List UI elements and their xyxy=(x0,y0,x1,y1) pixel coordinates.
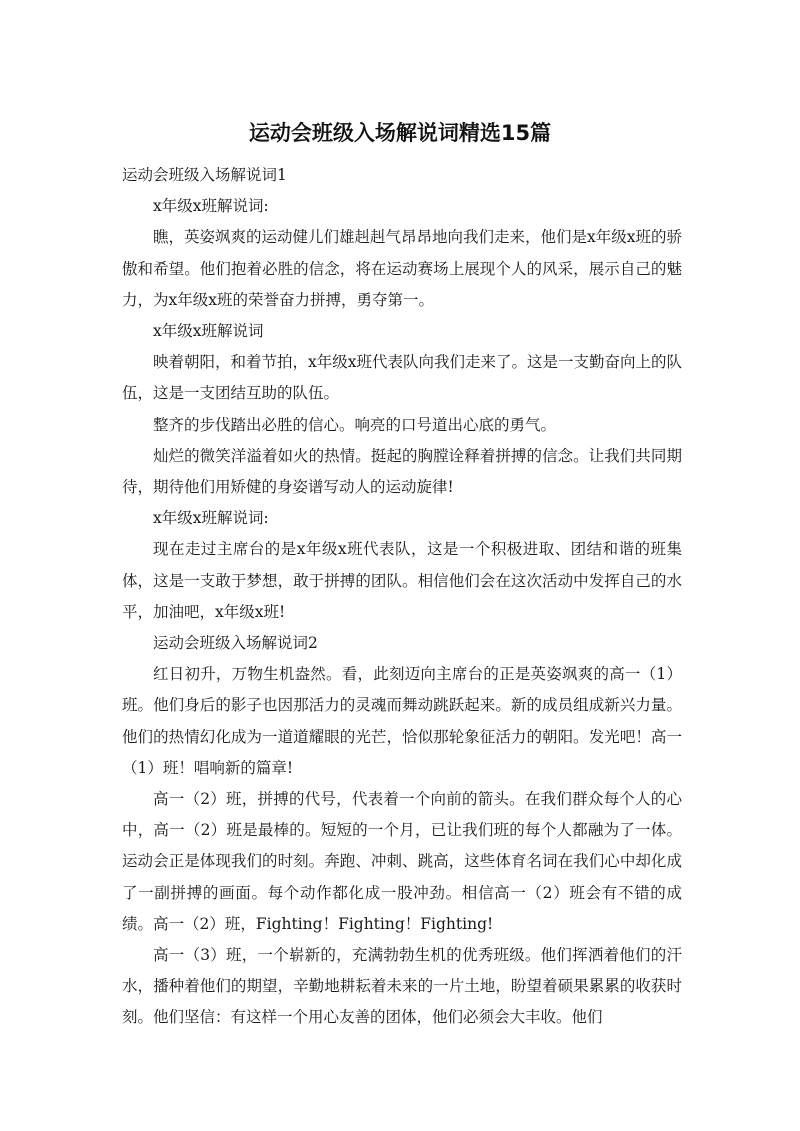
paragraph: x年级x班解说词: xyxy=(153,197,269,216)
document-title: 运动会班级入场解说词精选15篇 xyxy=(248,121,552,145)
paragraph: x年级x班解说词: xyxy=(153,509,269,528)
paragraph: 瞧，英姿飒爽的运动健儿们雄赳赳气昂昂地向我们走来，他们是x年级x班的骄傲和希望。他们抱着必胜的信念，将在运动赛场上展现个人的风采，展示自己的魅力，为x年级x班的荣誉奋力拼搏，勇夺第一。 xyxy=(122,228,682,309)
section-heading-1: 运动会班级入场解说词1 xyxy=(122,166,287,184)
document-body xyxy=(122,160,682,1034)
paragraph: 整齐的步伐踏出必胜的信心。响亮的口号道出心底的勇气。 xyxy=(153,415,557,434)
section-heading-2: 运动会班级入场解说词2 xyxy=(153,634,318,653)
paragraph: 高一（2）班，拼搏的代号，代表着一个向前的箭头。在我们群众每个人的心中，高一（2）班是最棒的。短短的一个月，已让我们班的每个人都融为了一体。运动会正是体现我们的时刻。奔跑、冲刺、跳高，这些体育名词在我们心中却化成了一副拼搏的画面。每个动作都化成一股冲劲。相信高一（2）班会有不错的成绩。高一（2）班，Fighting！Fighting！Fighting! xyxy=(122,790,682,933)
paragraph: 灿烂的微笑洋溢着如火的热情。挺起的胸膛诠释着拼搏的信念。让我们共同期待，期待他们用矫健的身姿谱写动人的运动旋律! xyxy=(122,446,682,497)
paragraph: 映着朝阳，和着节拍，x年级x班代表队向我们走来了。这是一支勤奋向上的队伍，这是一支团结互助的队伍。 xyxy=(122,353,682,403)
paragraph: 红日初升，万物生机盎然。看，此刻迈向主席台的正是英姿飒爽的高一（1）班。他们身后的影子也因那活力的灵魂而舞动跳跃起来。新的成员组成新兴力量。他们的热情幻化成为一道道耀眼的光芒，恰似那轮象征活力的朝阳。发光吧！高一（1）班！唱响新的篇章! xyxy=(122,665,682,777)
paragraph: 高一（3）班，一个崭新的，充满勃勃生机的优秀班级。他们挥洒着他们的汗水，播种着他们的期望，辛勤地耕耘着未来的一片土地，盼望着硕果累累的收获时刻。他们坚信：有这样一个用心友善的团体，他们必须会大丰收。他们 xyxy=(122,946,682,1027)
paragraph: 现在走过主席台的是x年级x班代表队，这是一个积极进取、团结和谐的班集体，这是一支敢于梦想，敢于拼搏的团队。相信他们会在这次活动中发挥自己的水平，加油吧，x年级x班! xyxy=(122,540,682,621)
paragraph: x年级x班解说词 xyxy=(153,322,264,341)
